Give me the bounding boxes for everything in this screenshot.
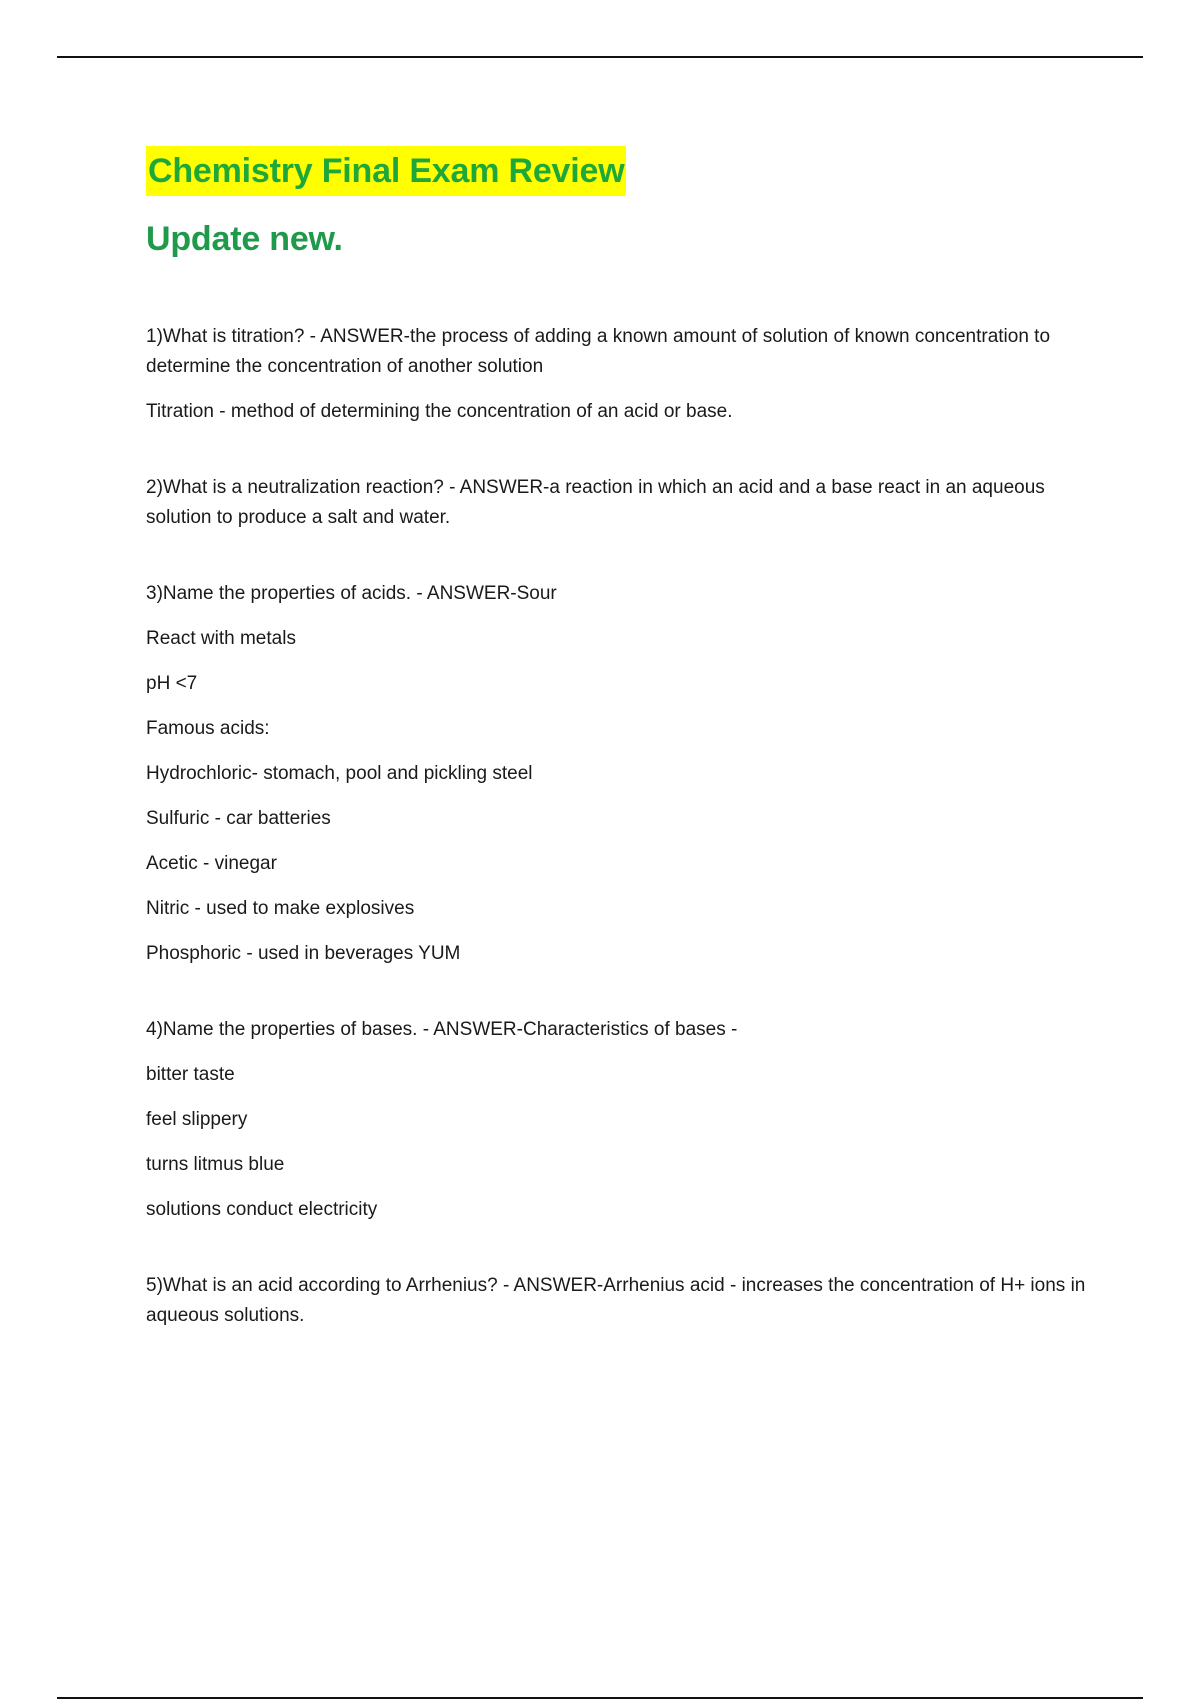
document-subtitle: Update new. (146, 220, 343, 258)
question-1 (146, 322, 1086, 427)
question-5 (146, 1271, 1086, 1331)
question-text: 2)What is a neutralization reaction? - ANSWER-a reaction in which an acid and a base react in an aqueous solution to produce a salt and water. (146, 477, 1045, 528)
question-text: 4)Name the properties of bases. - ANSWER-Characteristics of bases - (146, 1019, 738, 1040)
answer-line: Titration - method of determining the concentration of an acid or base. (146, 401, 733, 422)
answer-line: Hydrochloric- stomach, pool and pickling steel (146, 763, 533, 784)
answer-line: Acetic - vinegar (146, 853, 277, 874)
answer-line: React with metals (146, 628, 296, 649)
answer-line: Sulfuric - car batteries (146, 808, 331, 829)
answer-line: Famous acids: (146, 718, 270, 739)
document-page (146, 146, 1086, 1377)
answer-line: feel slippery (146, 1109, 248, 1130)
answer-line: bitter taste (146, 1064, 235, 1085)
top-rule (57, 56, 1143, 58)
question-3 (146, 579, 1086, 969)
question-list (146, 322, 1086, 1331)
answer-line: Phosphoric - used in beverages YUM (146, 943, 461, 964)
bottom-rule (57, 1697, 1143, 1699)
question-text: 1)What is titration? - ANSWER-the process of adding a known amount of solution of known concentration to determine the concentration of another solution (146, 326, 1051, 377)
answer-line: Nitric - used to make explosives (146, 898, 415, 919)
document-title: Chemistry Final Exam Review (146, 146, 626, 196)
question-2 (146, 473, 1086, 533)
question-text: 3)Name the properties of acids. - ANSWER-Sour (146, 583, 557, 604)
question-text: 5)What is an acid according to Arrhenius? - ANSWER-Arrhenius acid - increases the concentration of H+ ions in aqueous solutions. (146, 1275, 1086, 1326)
question-4 (146, 1015, 1086, 1225)
answer-line: pH <7 (146, 673, 198, 694)
answer-line: turns litmus blue (146, 1154, 285, 1175)
answer-line: solutions conduct electricity (146, 1199, 378, 1220)
